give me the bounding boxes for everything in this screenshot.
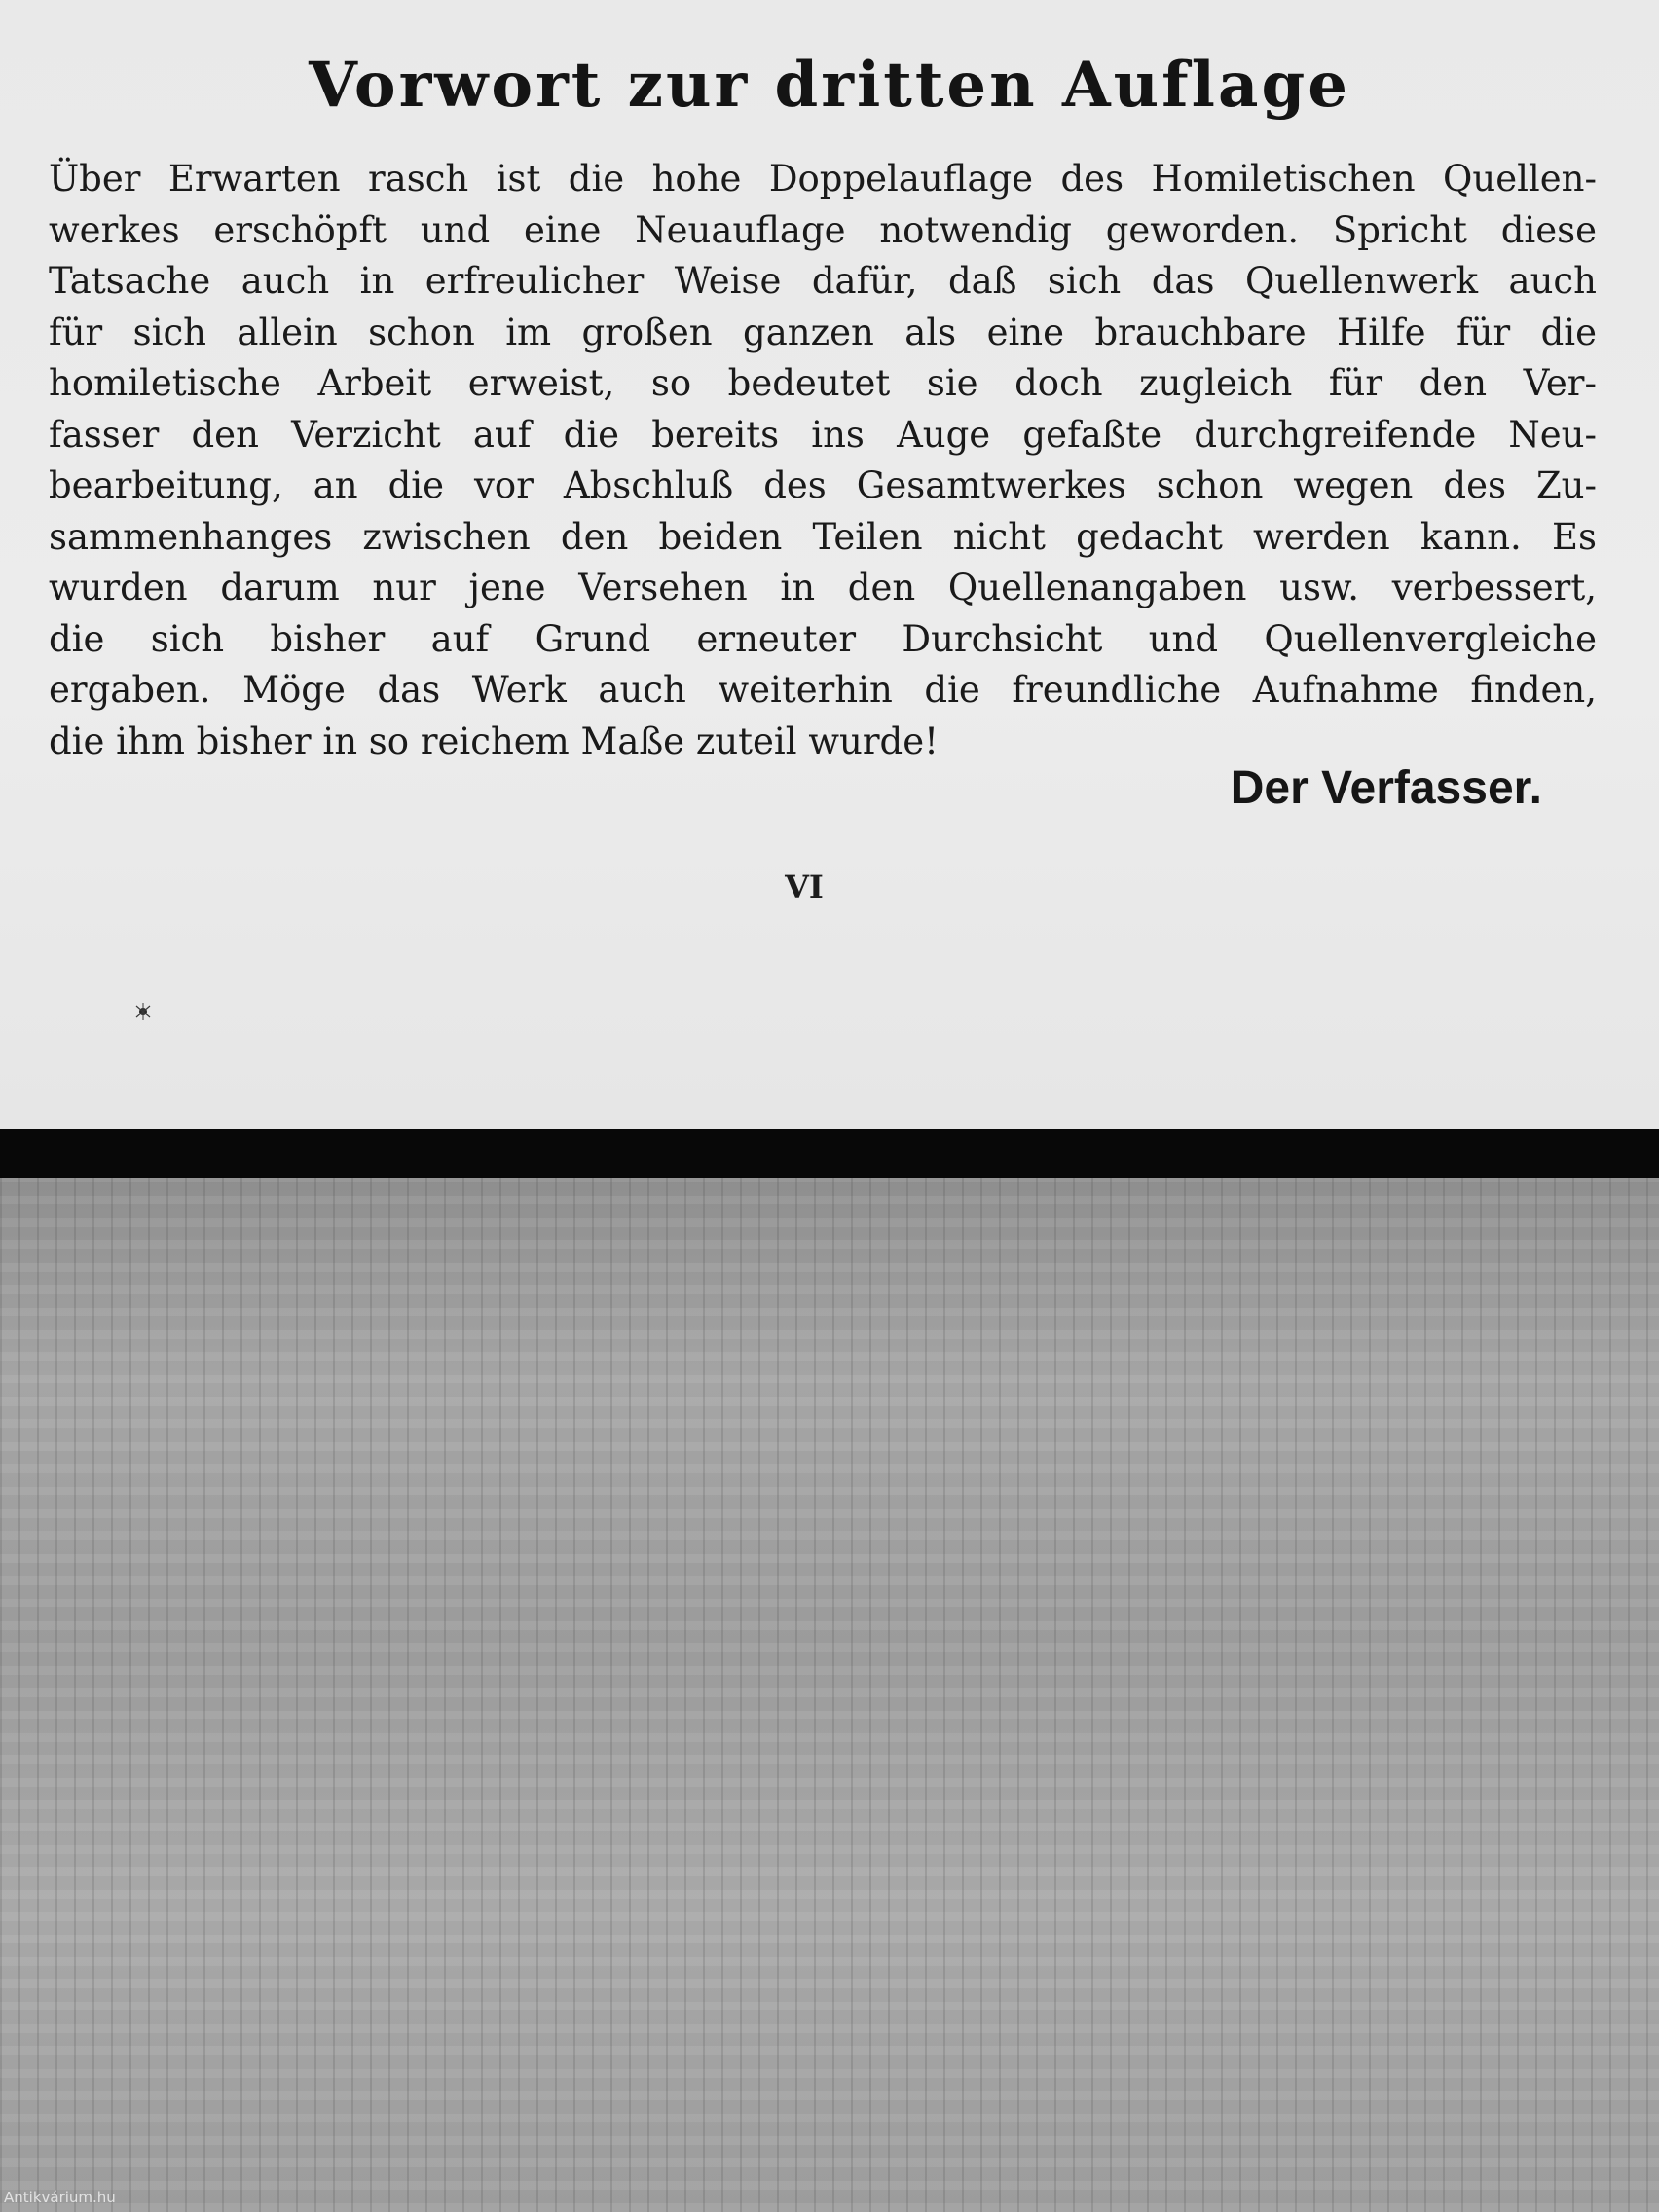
page-number: VI [785, 868, 824, 905]
text-line: homiletische Arbeit erweist, so bedeutet sie doch zugleich für den Ver- [49, 362, 1597, 404]
text-line: für sich allein schon im großen ganzen als eine brauchbare Hilfe für die [49, 311, 1597, 353]
ink-speck [132, 1001, 154, 1022]
page-title: Vorwort zur dritten Auflage [309, 49, 1350, 122]
text-line: wurden darum nur jene Versehen in den Quellenangaben usw. verbessert, [49, 567, 1597, 608]
text-line: werkes erschöpft und eine Neuauflage notwendig geworden. Spricht diese [49, 208, 1597, 251]
text-line: ergaben. Möge das Werk auch weiterhin die freundliche Aufnahme finden, [49, 669, 1597, 711]
text-line: die ihm bisher in so reichem Maße zuteil wurde! [49, 719, 939, 762]
author-signature: Der Verfasser. [1230, 762, 1542, 814]
fabric-background [0, 1178, 1659, 2212]
text-line: sammenhanges zwischen den beiden Teilen nicht gedacht werden kann. Es [49, 515, 1597, 558]
text-line: Über Erwarten rasch ist die hohe Doppelauflage des Homiletischen Quellen- [49, 158, 1597, 200]
preface-text [49, 154, 1597, 767]
text-line: Tatsache auch in erfreulicher Weise dafür, daß sich das Quellenwerk auch [49, 260, 1597, 302]
page-edge-shadow [0, 1129, 1659, 1178]
text-line: bearbeitung, an die vor Abschluß des Gesamtwerkes schon wegen des Zu- [49, 464, 1597, 506]
text-line: fasser den Verzicht auf die bereits ins Auge gefaßte durchgreifende Neu- [49, 413, 1597, 456]
text-line: die sich bisher auf Grund erneuter Durchsicht und Quellenvergleiche [49, 617, 1597, 660]
watermark: Antikvárium.hu [4, 2189, 116, 2206]
